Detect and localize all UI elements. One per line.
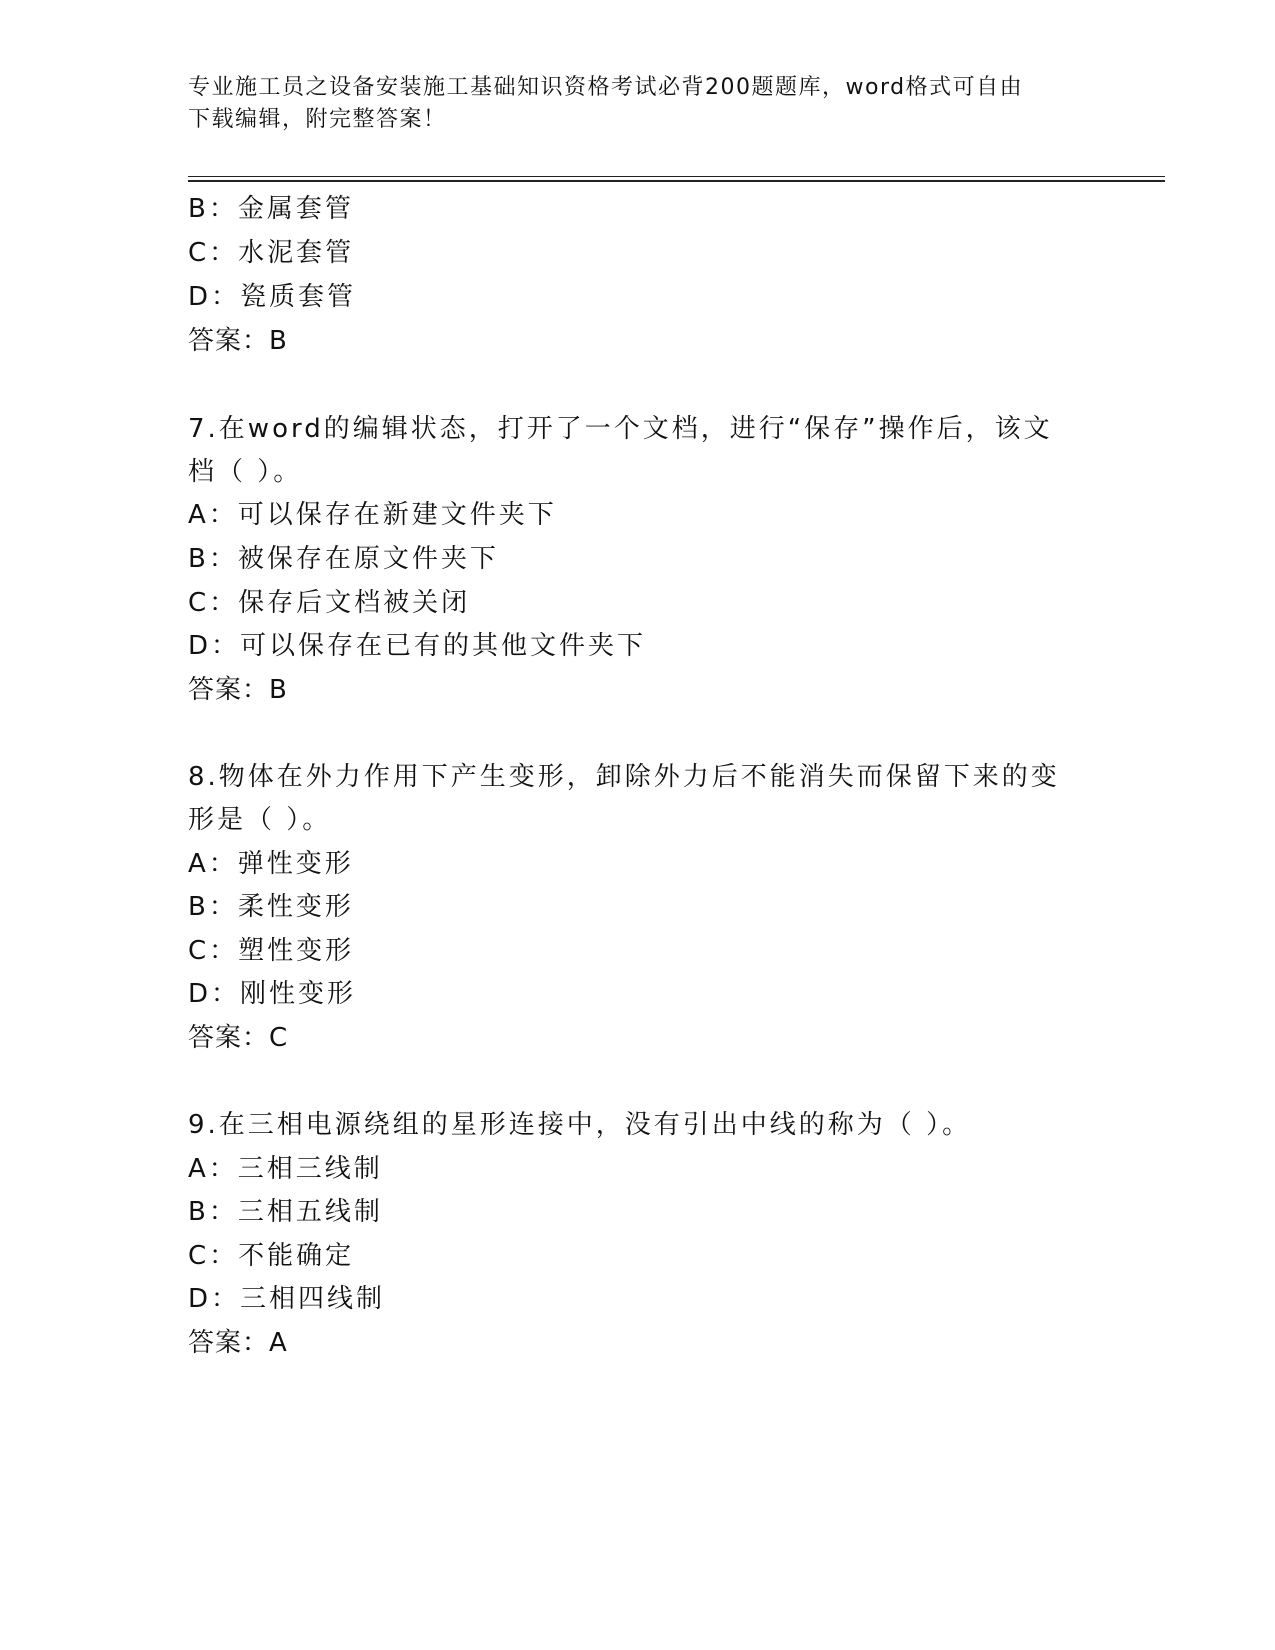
- q8-answer: 答案：C: [188, 1023, 289, 1053]
- q7-option-c: C：保存后文档被关闭: [188, 588, 471, 618]
- q9-option-a: A：三相三线制: [188, 1154, 383, 1184]
- q6-answer: 答案：B: [188, 326, 288, 356]
- q8-option-a: A：弹性变形: [188, 849, 354, 879]
- q9-answer: 答案：A: [188, 1328, 288, 1358]
- q9-option-c: C：不能确定: [188, 1241, 355, 1271]
- q6-option-c: C：水泥套管: [188, 238, 355, 268]
- q7-stem-line-1: 7.在word的编辑状态，打开了一个文档，进行“保存”操作后，该文: [188, 414, 1053, 444]
- q7-option-d: D：可以保存在已有的其他文件夹下: [188, 631, 647, 661]
- q9-option-d: D：三相四线制: [188, 1284, 386, 1314]
- header-rule-thick: [188, 180, 1165, 182]
- q6-option-d: D：瓷质套管: [188, 282, 357, 312]
- q8-option-d: D：刚性变形: [188, 979, 357, 1009]
- q7-answer: 答案：B: [188, 675, 288, 705]
- q8-stem-line-2: 形是（ ）。: [188, 805, 332, 835]
- q6-option-b: B：金属套管: [188, 194, 354, 224]
- q8-option-c: C：塑性变形: [188, 936, 355, 966]
- q7-stem-line-2: 档（ ）。: [188, 457, 303, 487]
- q9-stem-line-1: 9.在三相电源绕组的星形连接中，没有引出中线的称为（ ）。: [188, 1110, 972, 1140]
- q7-option-a: A：可以保存在新建文件夹下: [188, 500, 557, 530]
- q9-option-b: B：三相五线制: [188, 1197, 383, 1227]
- q8-stem-line-1: 8.物体在外力作用下产生变形，卸除外力后不能消失而保留下来的变: [188, 762, 1060, 792]
- header-rule-thin: [188, 176, 1165, 177]
- document-header: [188, 72, 1088, 136]
- q7-option-b: B：被保存在原文件夹下: [188, 544, 499, 574]
- q8-option-b: B：柔性变形: [188, 892, 354, 922]
- header-line-2: 下载编辑，附完整答案！: [188, 107, 447, 132]
- header-line-1: 专业施工员之设备安装施工基础知识资格考试必背200题题库，word格式可自由: [188, 75, 1024, 100]
